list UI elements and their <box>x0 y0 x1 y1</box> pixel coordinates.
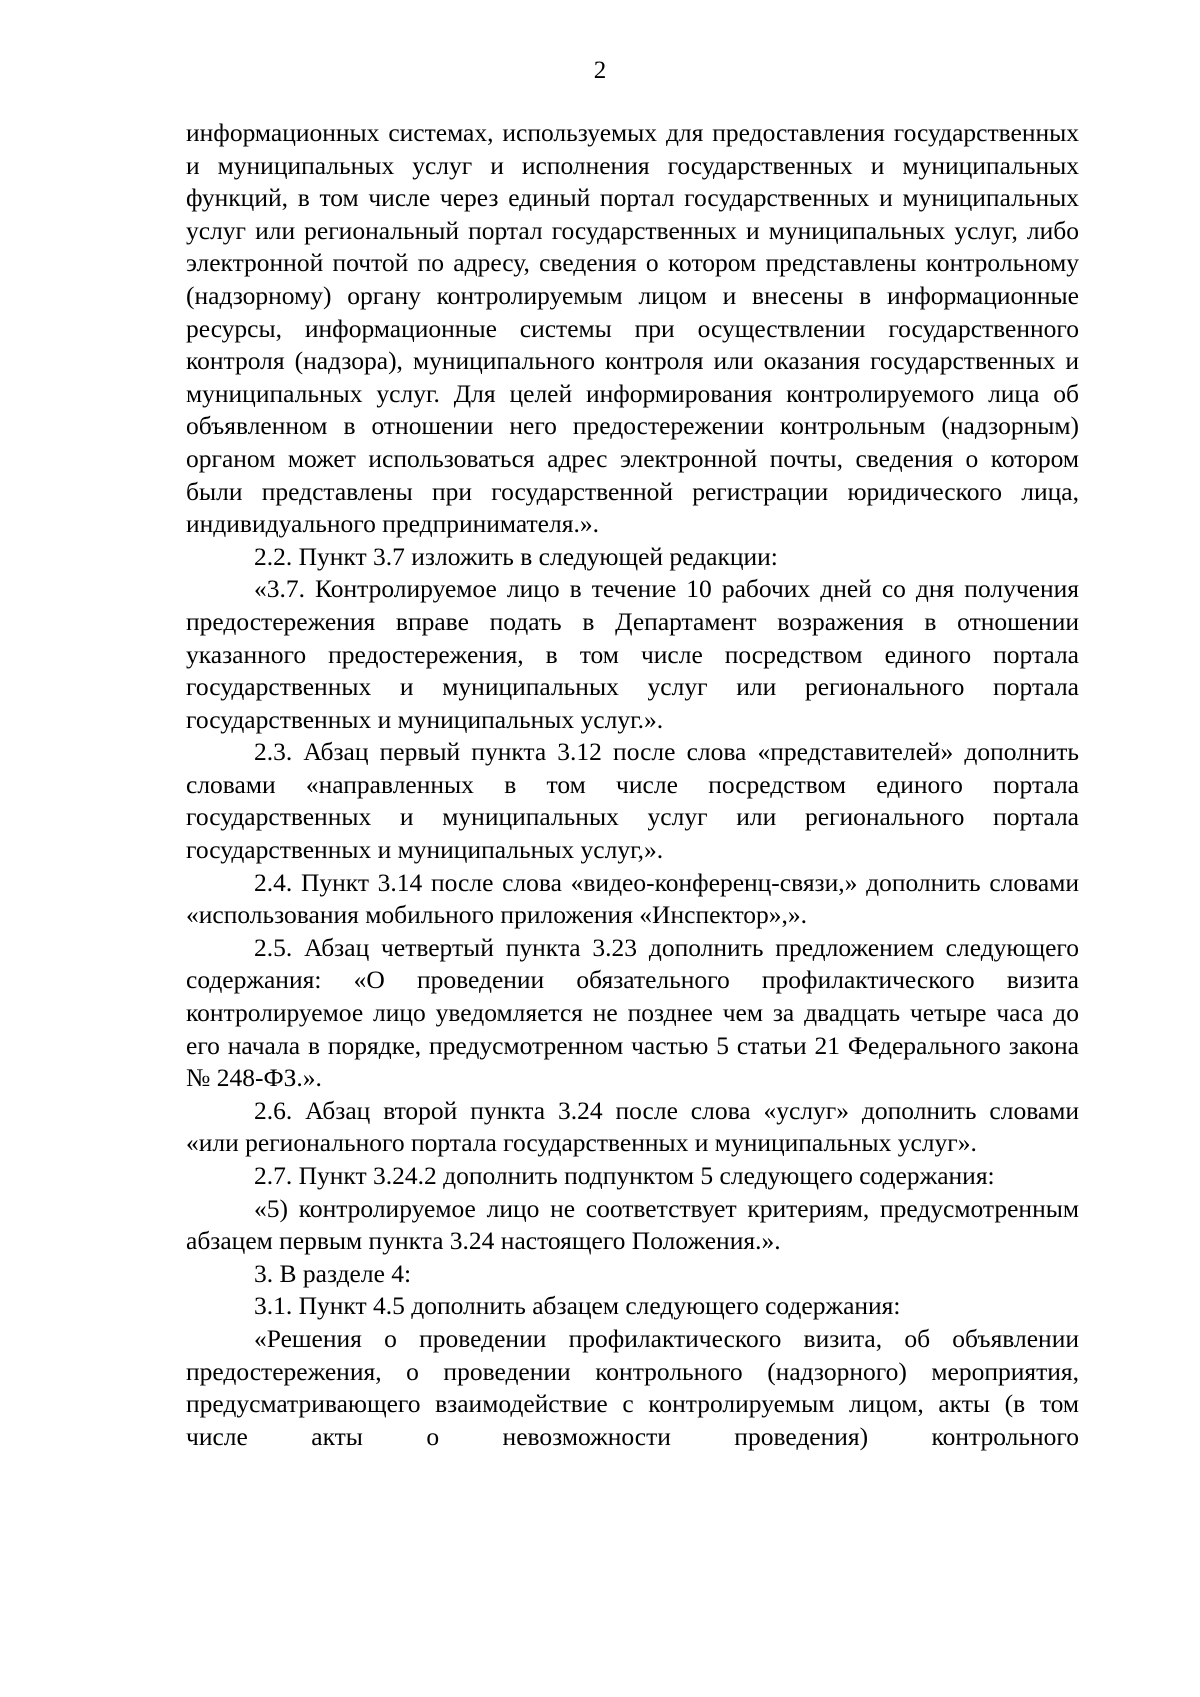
document-body <box>186 117 1079 1453</box>
paragraph-2-5: 2.5. Абзац четвертый пункта 3.23 дополнить предложением следующего содержания: «О проведении обязательного профилактического визита контролируемое лицо уведомляется не позднее чем за двадцать четыре часа до его начала в порядке, предусмотренном частью 5 статьи 21 Федерального закона № 248-ФЗ.». <box>186 932 1079 1093</box>
paragraph-decisions: «Решения о проведении профилактического визита, об объявлении предостережения, о проведении контрольного (надзорного) мероприятия, предусматривающего взаимодействие с контролируемым лицом, акты (в том числе акты о невозможности проведения) контрольного <box>186 1323 1079 1451</box>
paragraph-2-3: 2.3. Абзац первый пункта 3.12 после слова «представителей» дополнить словами «направленных в том числе посредством единого портала государственных и муниципальных услуг или регионального портала государственных и муниципальных услуг,». <box>186 737 1079 865</box>
paragraph-2-6: 2.6. Абзац второй пункта 3.24 после слова «услуг» дополнить словами «или регионального портала государственных и муниципальных услуг». <box>186 1095 1079 1158</box>
paragraph-subpoint-5: «5) контролируемое лицо не соответствует критериям, предусмотренным абзацем первым пункта 3.24 настоящего Положения.». <box>186 1193 1079 1256</box>
paragraph-3-7-text: «3.7. Контролируемое лицо в течение 10 рабочих дней со дня получения предостережения вправе подать в Департамент возражения в отношении указанного предостережения, в том числе посредством единого портала государственных и муниципальных услуг или регионального портала государственных и муниципальных услуг.». <box>186 574 1079 734</box>
paragraph-2-7: 2.7. Пункт 3.24.2 дополнить подпунктом 5 следующего содержания: <box>254 1161 995 1190</box>
paragraph-3-1: 3.1. Пункт 4.5 дополнить абзацем следующего содержания: <box>254 1291 901 1321</box>
paragraph-2-4: 2.4. Пункт 3.14 после слова «видео-конференц-связи,» дополнить словами «использования мобильного приложения «Инспектор»,». <box>186 867 1079 930</box>
paragraph-2-2: 2.2. Пункт 3.7 изложить в следующей редакции: <box>254 541 778 571</box>
paragraph-continuation: информационных системах, используемых для предоставления государственных и муниципальных услуг и исполнения государственных и муниципальных функций, в том числе через единый портал государственных и муниципальных услуг или региональный портал государственных и муниципальных услуг, либо электронной почтой по адресу, сведения о котором представлены контрольному (надзорному) органу контролируемым лицом и внесены в информационные ресурсы, информационные системы при осуществлении государственного контроля (надзора), муниципального контроля или оказания государственных и муниципальных услуг. Для целей информирования контролируемого лица об объявленном в отношении него предостережении контрольным (надзорным) органом может использоваться адрес электронной почты, сведения о котором были представлены при государственной регистрации юридического лица, индивидуального предпринимателя.». <box>186 118 1079 539</box>
paragraph-section-3: 3. В разделе 4: <box>254 1258 412 1288</box>
page-number: 2 <box>593 57 607 84</box>
